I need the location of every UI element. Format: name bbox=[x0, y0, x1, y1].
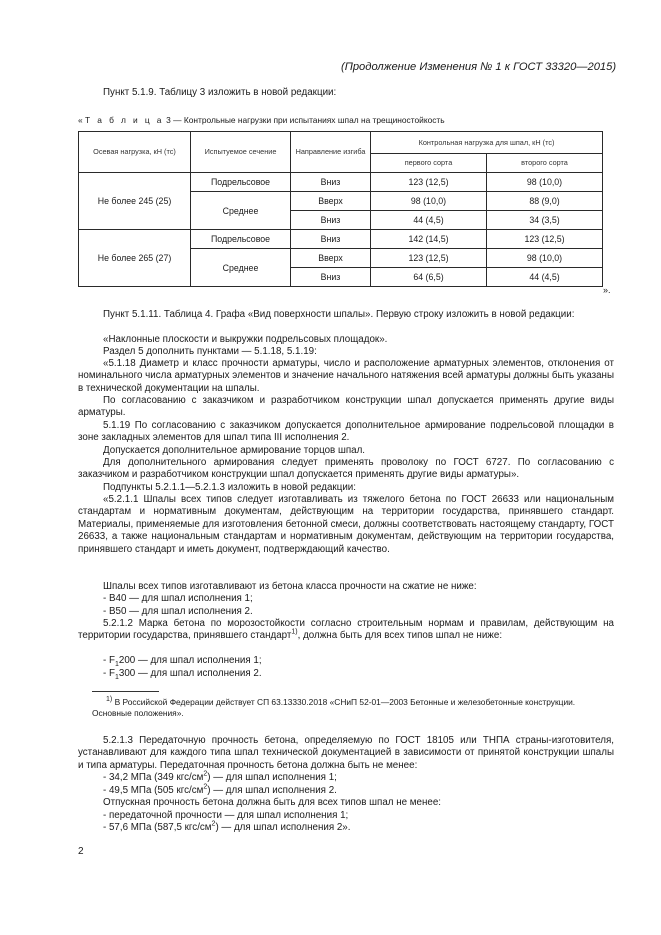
table-caption-text: — Контрольные нагрузки при испытаниях шпал на трещиностойкость bbox=[173, 115, 445, 125]
paragraph-text: , должна быть для всех типов шпал не ниже: bbox=[297, 630, 503, 642]
list-item bbox=[103, 822, 350, 834]
table-caption-number: 3 bbox=[166, 115, 171, 125]
second-grade-cell: 34 (3,5) bbox=[487, 211, 603, 230]
paragraph: Подпункты 5.2.1.1—5.2.1.3 изложить в новой редакции: bbox=[103, 482, 356, 493]
list-item: - В40 — для шпал исполнения 1; bbox=[103, 593, 253, 604]
section-cell: Подрельсовое bbox=[191, 230, 291, 249]
first-grade-cell: 64 (6,5) bbox=[371, 268, 487, 287]
header-direction: Направление изгиба bbox=[291, 132, 371, 173]
paragraph: 5.2.1.3 Передаточную прочность бетона, определяемую по ГОСТ 18105 или ТНПА страны-изготовителя, устанавливают для каждого типа шпал технической документацией в зависимости от принятой конструкции шпалы и типа арматуры. Передаточная прочность бетона должна быть не менее: bbox=[78, 735, 614, 771]
paragraph: По согласованию с заказчиком и разработчиком конструкции шпал допускается применять другие виды арматуры. bbox=[78, 395, 614, 419]
paragraph: Для дополнительного армирования следует применять проволоку по ГОСТ 6727. По согласованию с заказчиком и разработчиком конструкции шпал допускается применять другие виды арматуры». bbox=[78, 457, 614, 481]
footnote-mark: 1) bbox=[106, 696, 113, 704]
paragraph: Пункт 5.1.11. Таблица 4. Графа «Вид поверхности шпалы». Первую строку изложить в новой редакции: bbox=[103, 309, 575, 320]
second-grade-cell: 88 (9,0) bbox=[487, 192, 603, 211]
list-text: - 34,2 МПа (349 кгс/см bbox=[103, 772, 204, 783]
table-end-quote: ». bbox=[603, 285, 611, 295]
table-row bbox=[79, 230, 603, 249]
list-text: ) — для шпал исполнения 2. bbox=[207, 785, 337, 796]
list-text: ) — для шпал исполнения 2». bbox=[215, 822, 351, 833]
second-grade-cell: 98 (10,0) bbox=[487, 173, 603, 192]
section-cell: Среднее bbox=[191, 249, 291, 287]
direction-cell: Вниз bbox=[291, 268, 371, 287]
list-text: ) — для шпал исполнения 1; bbox=[207, 772, 337, 783]
paragraph: «5.2.1.1 Шпалы всех типов следует изготавливать из тяжелого бетона по ГОСТ 26633 или национальным стандартам и нормативным документам, действующим на территории государства, принявшего стандарт. Материалы, применяемые для изготовления бетонной смеси, должны соответствовать настоящему стандарту, ГОСТ 26633, а также национальным стандартам и нормативным документам, действующим на территории государства, принявшего стандарт и иметь документ, подтверждающий качество. bbox=[78, 494, 614, 555]
subscript: 1 bbox=[114, 673, 119, 681]
continuation-header: (Продолжение Изменения № 1 к ГОСТ 33320—2015) bbox=[341, 61, 617, 73]
paragraph-text: 5.2.1.2 Марка бетона по морозостойкости согласно строительным нормам и правилам, действующим на территории государства, принявшего стандарт bbox=[78, 618, 614, 642]
list-item: - передаточной прочности — для шпал исполнения 1; bbox=[103, 810, 349, 821]
first-grade-cell: 123 (12,5) bbox=[371, 173, 487, 192]
paragraph: 5.1.19 По согласованию с заказчиком допускается дополнительное армирование подрельсовой площадки в зоне закладных элементов для шпал типа III исполнения 2. bbox=[78, 420, 614, 444]
paragraph: «Наклонные плоскости и выкружки подрельсовых площадок». bbox=[103, 334, 388, 345]
direction-cell: Вверх bbox=[291, 192, 371, 211]
direction-cell: Вниз bbox=[291, 211, 371, 230]
paragraph: Раздел 5 дополнить пунктами — 5.1.18, 5.1.19: bbox=[103, 346, 317, 357]
list-item bbox=[103, 655, 262, 667]
direction-cell: Вниз bbox=[291, 230, 371, 249]
table-caption bbox=[78, 115, 445, 125]
first-grade-cell: 142 (14,5) bbox=[371, 230, 487, 249]
section-cell: Подрельсовое bbox=[191, 173, 291, 192]
paragraph: «5.1.18 Диаметр и класс прочности арматуры, число и расположение арматурных элементов, отклонения от номинального числа арматурных элементов и значение начального натяжения всей арматуры должны быть указаны в технической документации на шпалы. bbox=[78, 358, 614, 394]
paragraph: Допускается дополнительное армирование торцов шпал. bbox=[103, 445, 366, 456]
subscript: 1 bbox=[114, 660, 119, 668]
footnote-divider bbox=[92, 691, 159, 692]
table-caption-prefix: «Т а б л и ц а bbox=[78, 115, 164, 125]
list-text: 200 — для шпал исполнения 1; bbox=[118, 655, 262, 666]
list-item bbox=[103, 785, 337, 797]
first-grade-cell: 98 (10,0) bbox=[371, 192, 487, 211]
section-cell: Среднее bbox=[191, 192, 291, 230]
first-grade-cell: 123 (12,5) bbox=[371, 249, 487, 268]
second-grade-cell: 123 (12,5) bbox=[487, 230, 603, 249]
list-text: - F bbox=[103, 668, 115, 679]
list-item bbox=[103, 772, 337, 784]
header-axle-load: Осевая нагрузка, кН (тс) bbox=[79, 132, 191, 173]
axle-load-cell: Не более 265 (27) bbox=[79, 230, 191, 287]
axle-load-cell: Не более 245 (25) bbox=[79, 173, 191, 230]
paragraph: Шпалы всех типов изготавливают из бетона класса прочности на сжатие не ниже: bbox=[103, 581, 477, 592]
table-row bbox=[79, 173, 603, 192]
direction-cell: Вниз bbox=[291, 173, 371, 192]
direction-cell: Вверх bbox=[291, 249, 371, 268]
paragraph bbox=[78, 618, 614, 643]
superscript: 2 bbox=[203, 783, 208, 791]
superscript: 2 bbox=[211, 820, 216, 828]
second-grade-cell: 44 (4,5) bbox=[487, 268, 603, 287]
list-item: - В50 — для шпал исполнения 2. bbox=[103, 606, 253, 617]
second-grade-cell: 98 (10,0) bbox=[487, 249, 603, 268]
footnote-text: В Российской Федерации действует СП 63.13330.2018 «СНиП 52-01—2003 Бетонные и железобетонные конструкции. Основные положения». bbox=[92, 697, 576, 718]
list-item bbox=[103, 668, 262, 680]
paragraph: Отпускная прочность бетона должна быть для всех типов шпал не менее: bbox=[103, 797, 442, 808]
list-text: - F bbox=[103, 655, 115, 666]
footnote bbox=[92, 697, 614, 719]
list-text: 300 — для шпал исполнения 2. bbox=[118, 668, 262, 679]
superscript: 2 bbox=[203, 770, 208, 778]
header-control-load: Контрольная нагрузка для шпал, кН (тс) bbox=[371, 132, 603, 154]
footnote-ref: 1) bbox=[291, 629, 298, 637]
first-grade-cell: 44 (4,5) bbox=[371, 211, 487, 230]
list-text: - 57,6 МПа (587,5 кгс/см bbox=[103, 822, 212, 833]
intro-paragraph: Пункт 5.1.9. Таблицу 3 изложить в новой редакции: bbox=[103, 87, 337, 98]
header-second-grade: второго сорта bbox=[487, 154, 603, 173]
header-first-grade: первого сорта bbox=[371, 154, 487, 173]
page-number: 2 bbox=[78, 846, 84, 857]
header-section: Испытуемое сечение bbox=[191, 132, 291, 173]
list-text: - 49,5 МПа (505 кгс/см bbox=[103, 785, 204, 796]
control-loads-table bbox=[78, 131, 603, 287]
